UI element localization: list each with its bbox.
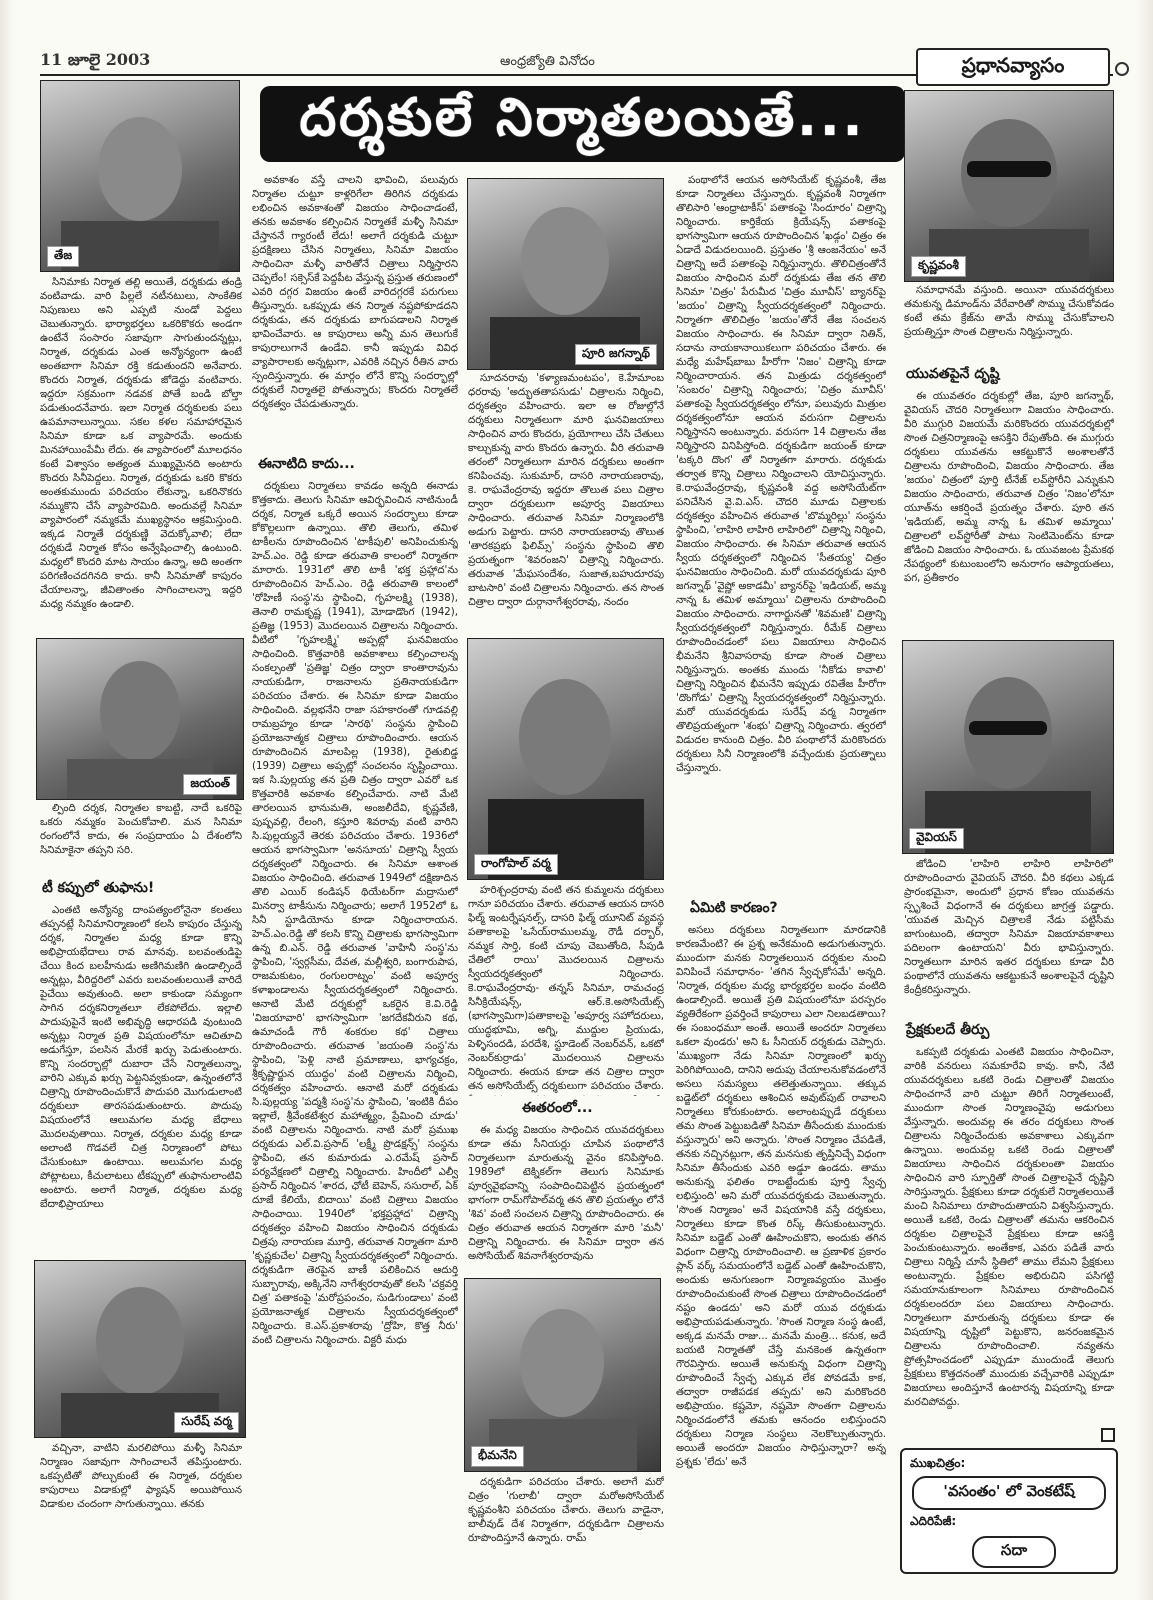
section-marker-icon	[1115, 62, 1129, 76]
column-2-text-a	[252, 174, 458, 450]
caption-krishna-vamsi: కృష్ణవంశీ	[911, 256, 966, 277]
paragraph: ఎంతటి అన్యోన్య దాంపత్యంలోనైనా కలతలు తప్పనట్లే సినిమానిర్మాణంలో కలసి కాపురం చేస్తున్న దర్శక, నిర్మాతల మధ్య కూడా కొన్ని అభిప్రాయభేదాలు రావ మానవు. బలవంతుడిపై చేయి కింద బలహీనుడు అణిగిమణిగి ఉండాల్సిందే అన్నట్లు, వీరిద్దరిలో ఎవరు బలవంతులయితే వారిదే పైచేయి అవుతుంది. అలా కాకుండా సమ్యంగా సాగిన దర్శకనిర్మాతలూ లేకపోలేదు. ఇల్లాలి పాదుపుపైనే ఇంటి అభివృద్ధి ఆధారపడి వుంటుంది అన్నట్లు నిర్మాత ప్రతి విషయంలోనూ ఆచితూచి అడుగేస్తూ, పలసిన మేరకే ఖర్చు పెడుతుంటారు. కొన్ని సందర్భాల్లో దుబారా చేసే నిర్మాతలున్నా, వారిని ఎక్కువ ఖర్చు పెట్టనివ్వకుండా, ఉన్నంతలోనే చిత్రాన్ని రూపొందించుకొనే పొదుపరి మొగుడులాంటి దర్శకులూ తారసపడుతుంటారు. పొదుపు విషయంలోనే ఆలుమగల మధ్య బేధాలు మొదలవుతాయి. నిర్మాత, దర్శకుల మధ్య కూడా అలాంటి గొడవలే చిత్ర నిర్మాణంలో పోటు చేసుకుంటూ ఉంటాయి. అలుమగల మధ్య పోట్లాటలు, కీచులాటలు టీకప్పులో తుఫానులాంటివి అంటారు. అలాగే నిర్మాత, దర్శకుల మధ్య బేదాభిప్రాయాలు	[40, 905, 242, 1210]
column-3-text-a	[468, 372, 664, 634]
caption-puri-jagannath: పూరి జగన్నాథ్	[575, 344, 657, 365]
paragraph: ల్పింది దర్శక, నిర్మాతల కాబట్టి, నాదే ఒకరిపై ఒకరు నమ్మకం పెంచుకోవాలి. మన సినిమా రంగంలోనే కాదు, ఈ సంప్రదాయం ఏ దేశంలోని సినిమాకైనా తప్పని సరి.	[40, 803, 242, 856]
paragraph: సినిమాకు నిర్మాత తల్లి అయితే, దర్శకుడు తండ్రి వంటివాడు. వారి పిల్లలే నటీనటులు, సాంకేతిక నిపుణులు అని ఎప్పటి నుండో పెద్దలు చెబుతున్నారు. భార్యాభర్తలు ఒకరికొకరు అండగా ఉంటేనే సంసారం సజావుగా సాగుతుందన్నట్లు, నిర్మాత, దర్శకుడు ఎంత అన్యోన్యంగా ఉంటే అంతబాగా సినిమా రక్తి కడుతుందని అనేవారు. కొందరు నిర్మాత, దర్శకుడు జోడెద్దు వంటివారు. ఇద్దరూ సక్రమంగా నడవక పోతే బండి బోల్తా పడుతుందనేవారు. ఇలా నిర్మాత దర్శకులకు పలు ఉపమానాలున్నాయి. సకల కళల సమాహారమైన సినిమా కూడా ఒక వ్యాపారమే. అందుకు మినహాయింపేమీ లేదు. ఈ వ్యాపారంలో మూలధనం కంటే విశ్వాసం అత్యంత ముఖ్యమైనది అంటారు కొందరు సినీపెద్దలు. నిర్మాత, దర్శకుడు ఒకరి కొకరు అంతకుముందు పరిచయం లేకున్నా, ఒకరినొకరు నమ్ముకొని చేసే వ్యాపారమిది. అందువల్లే సినిమా వ్యాపారంలో నమ్మకమే ముఖ్యస్థానం ఆక్రమిస్తుంది. ఇక్కడ నిర్మాతే దర్శకుణ్ణి వెదుక్కోవాలి; లేదా దర్శకుడే నిర్మాత కోసం అన్వేషించాల్సి ఉంటుంది. మధ్యలో కొందరి మాట సాయం ఉన్నా, అది అంతగా పరిగణించదగినది కాదు. కానీ సినిమాతో కాపురం చేయాలన్నా, జీవితాంతం సాగించాలన్నా ఇద్దరి మధ్య నమ్మకం ఉండాలి.	[40, 277, 242, 610]
column-3-text-d	[468, 1476, 664, 1570]
paragraph: అసలు దర్శకులు నిర్మాతలుగా మారడానికి కారణమేంటి? ఈ ప్రశ్న అనేకమంది అడుగుతున్నారు. ముందుగా మనకు నిర్మాతలయిన దర్శకుల నుంచి వినిపించే సమాధానం- 'తగిన స్వేచ్ఛకోసమే' అన్నది. 'నిర్మాత, దర్శకుల మధ్య భార్యభర్తల బంధం వంటిది ఉండాల్సిందే. అయితే ప్రతి విషయంలోనూ పరస్పరం వ్యతిరేకంగా ప్రవర్తించే కాపురాలు ఎలా నిలబడతాయి? ఈ సంబంధమూ అంతే. అయితే అందరూ నిర్మాతలు ఒకలా వుండరు' అని ఓ సీనియర్ దర్శకుడు చెప్పారు. 'ముఖ్యంగా నేడు సినిమా నిర్మాణంలో ఖర్చు పెరిగిపోయింది, దానిని అదుపు చేయాలనుకోవడంలోనే అసలు సమస్యలు తలెత్తుతున్నాయి. తక్కువ బడ్జెట్‌లో దర్శకులు ఆశించిన అవుట్‌పుట్ రావాలని నిర్మాతలు కోరుకుంటారు. అలాంటప్పుడే దర్శకులు తమ సొంత పెట్టుబడితో సినిమా తీసేందుకు ముందుకు వస్తున్నారు' అని అన్నారు. 'సొంత నిర్మాణం చేపడితే, తనకు నచ్చినట్లుగా, తన మనసుకు తృప్తినిచ్చే విధంగా సినిమా తీసేందుకు ఎవరి అడ్డూ ఉండదు. తాము అనుకున్న ఫలితం రాబట్టేందుకు పూర్తి స్వేచ్ఛ లభిస్తుంది' అని మరో యువదర్శకుడు చెబుతున్నారు. 'సొంత నిర్మాణం' అనే విషయానికి వస్తే దర్శకులు, నిర్మాతలు కూడా కొంత రిస్క్ తీసుకుంటున్నారు. సినిమా బడ్జెట్ ఎంతో ఊహించుకొని, అందుకు తగిన విధంగా చిత్రాన్ని రూపొందించాలి. ఆ ప్రణాళిక ప్రకారం ప్లాన్ వర్క్ సమయంలోనే బడ్జెట్ ఎంతో ఊహించుకొని, అందుకు అనుగుణంగా నిర్మాణవ్యయం మొత్తం రూపొందించుకుంటే సొంత చిత్రాలు రూపొందించడంలో నష్టం ఉండదు' అని మరో యువ దర్శకుడు అభిప్రాయపడుతున్నారు. 'సొంత నిర్మాణ సంస్థ ఉంటే, అక్కడ మనమే రాజు... మనమే మంత్రి... కనుక, అదే బయటి నిర్మాతతో చేస్తే మనకెంత ఉన్నతంగా గౌరవిస్తారు. అయితే అనుకున్న విధంగా చిత్రాన్ని రూపొందించే స్వేచ్ఛ ఎక్కువ లేక పోవడమే కాక, తద్వారా రాజీపడక తప్పదు' అని మరికొందరి అభిప్రాయం. కష్టమో, నష్టమో సొంతగా చిత్రాలను నిర్మించడంలోనే తమకు ఆనందం లభిస్తుందని దర్శకులు నిర్మాణ సంస్థలు నెలకొల్పుతున్నారు. అయితే అందరూ విజయం సాధిస్తున్నారా? అన్న ప్రశ్నకు 'లేదు' అనే	[676, 925, 886, 1468]
subhead-eenatidi: ఈనాటిది కాదు...	[258, 456, 355, 472]
photo-suresh-varma	[34, 1260, 246, 1438]
portrait-icon	[468, 639, 663, 879]
paragraph: దర్శకుడిగా పరిచయం చేశారు. అలాగే మరో చిత్రం 'గులాబీ' ద్వారా మరోఅసోసియేట్ కృష్ణవంశీని పరిచయం చేశారు. తెలుగు వాడైనా, బాలీవుడ్ దేశ నిర్మాతగా, దర్శకుడిగా చిత్రాలను రూపొందిస్తూనే ఉన్నారు. రామ్	[468, 1477, 664, 1544]
paragraph: దర్శకులు నిర్మాతలు కావడం అన్నది ఈనాడు కొత్తకాదు. తెలుగు సినిమా ఆవిర్భవించిన నాటినుండీ దర్శక, నిర్మాత ఒక్కరే అయిన సందర్భాలు కూడా కోకొల్లలుగా ఉన్నాయి. తొలి తెలుగు, తమిళ టాకీలను రూపొందించిన 'టాకీపులి' అనిపించుకున్న హెచ్.ఎం. రెడ్డి కూడా తరువాతి కాలంలో నిర్మాతగా మారారు. 1931లో తొలి టాకీ 'భక్త ప్రహ్లాద'ను రూపొందించిన హెచ్.ఎం. రెడ్డి తరువాతి కాలంలో 'రోహిణీ సంస్థ'ను స్థాపించి, గృహలక్ష్మి (1938), తెనాలి రామకృష్ణ (1941), మోడాడొంగ (1942), ప్రతిజ్ఞ (1953) మొదలయిన చిత్రాలను నిర్మించారు. వీటిలో 'గృహలక్ష్మి' అప్పట్లో ఘనవిజయం సాధించింది. కొత్తవారికి అవకాశాలు కల్పించాలన్న సంకల్పంతో 'ప్రతిజ్ఞ' చిత్రం ద్వారా కాంతారావును నాయకుడిగా, రాజనాలను ప్రతినాయకుడిగా పరిచయం చేశారు. ఈ సినిమా కూడా విజయం సాధించింది. వల్లభనేని రాజా సహకారంతో గూడవల్లి రామబ్రహ్మం కూడా 'సారథి' సంస్థను స్థాపించి ప్రయోజనాత్మక చిత్రాలు రూపొందించారు. ఆయన రూపొందించిన మాలపిల్ల (1938), రైతుబిడ్డ (1939) చిత్రాలు అప్పట్లో సంచలనం సృష్టించాయి. ఇక సి.పుల్లయ్య తన ప్రతి చిత్రం ద్వారా ఎవరో ఒక కొత్తవారికి అవకాశం కల్పించేవారు. నాటి మేటి తారలయిన భానుమతి, అంజలీదేవి, కృష్ణవేణి, పుష్పవల్లి, రేలంగి, కస్తూరి శివరావు వంటి వారిని సి.పుల్లయ్యనే తెరకు పరిచయం చేశారు. 1936లో ఆయన భాగస్వామిగా 'అనసూయ' చిత్రాన్ని స్వీయ దర్శకత్వంలో నిర్మించారు. ఈ సినిమా ఆశాంత విజయం సాధించింది. తరువాత 1949లో దక్షిణాదిన తొలి ఎయిర్ కండిషన్ థియేటర్‌గా మద్రాసులో మినర్వా టాకీసును నిర్మించారు; అలాగే 1952లో ఓ సినీ స్టూడియోను కూడా నిర్మించారాయన. హెచ్.ఎం.రెడ్డి తో కలసి కొన్ని చిత్రాలకు భాగస్వామిగా ఉన్న బి.ఎన్. రెడ్డి తరువాత 'వాహినీ సంస్థ'ను స్థాపించి, 'స్వర్గసీమ, దేవత, మల్లీశ్వరి, బంగారుపాప, రాజమకుటం, రంగులరాట్నం' వంటి అపూర్వ కళాఖండాలను స్వీయదర్శకత్వంలో నిర్మించారు. ఆనాటి మేటి దర్శకుల్లో ఒకరైన కె.వి.రెడ్డి 'విజయావారి' భాగస్వామిగా 'జగదేకవీరుని కథ, ఉమాచండీ గౌరీ శంకరుల కథ' చిత్రాలు రూపొందించారు. తరువాత 'జయంతి సంస్థ'ను స్థాపించి, 'పెళ్లి నాటి ప్రమాణాలు, భాగ్యచక్రం, శ్రీకృష్ణార్జున యుద్ధం' వంటి చిత్రాలను నిర్మించి, దర్శకత్వం వహించారు. ఆనాటి మరో దర్శకుడు సి.పుల్లయ్య 'పద్మశ్రీ సంస్థ'ను స్థాపించి, 'ఇంటికి దీపం ఇల్లాలే, శ్రీవేంకటేశ్వర మహాత్మ్యం, ప్రేమించి చూడు' వంటి చిత్రాలను నిర్మించారు. నాటి మరో ప్రముఖ దర్శకుడు ఎల్.వి.ప్రసాద్ 'లక్ష్మీ ప్రొడక్షన్స్' సంస్థను స్థాపించి, తన కుమారుడు ఎ.రమేష్ ప్రసాద్ పర్యవేక్షణలో చిత్రాల్ని నిర్మించారు. హిందీలో ఎల్వీ ప్రసాద్ నిర్మించిన 'శారద, ఛోటీ బెహెన్, ససురాల్, ఏక్ దూజే కేలియే, బిదాయి' వంటి చిత్రాలు విజయం సాధించాయి. 1940లో 'భక్తప్రహ్లాద' చిత్రాన్ని దర్శకత్వం వహించి విజయం సాధించిన దర్శకుడు చిత్రపు నారాయణ మూర్తి, తరువాత నిర్మాతగా మారి 'కృష్ణకుచేల' చిత్రాన్ని స్వీయదర్శకత్వంలో నిర్మించారు. దర్శకుడిగా తెరపైన బాణీ పలికించిన ఆదుర్తి సుబ్బారావు, అక్కినేని నాగేశ్వరరావుతో కలసి 'చక్రవర్తి చిత్ర' పతాకంపై 'మరోప్రపంచం, సుడిగుండాలు' వంటి ప్రయోజనాత్మక చిత్రాలను స్వీయదర్శకత్వంలో నిర్మించారు. కె.ఎస్.ప్రకాశరావు 'ద్రోహి, కొత్త నీరు' వంటి చిత్రాలను నిర్మించారు. విక్టరీ మధు	[252, 481, 458, 1346]
portrait-icon	[903, 641, 1113, 853]
photo-bhimaneni	[464, 1278, 661, 1472]
photo-krishna-vamsi	[904, 90, 1114, 282]
portrait-icon	[468, 179, 663, 369]
paragraph: ఈ మధ్య విజయం సాధించిన యువదర్శకులు కూడా తమ సీనియర్లు చూపిన పంథాలోనే నిర్మాతలుగా మారుతున్న వైనం కనిపిస్తోంది. 1989లో టెక్నికల్‌గా తెలుగు సినిమాకు పూర్వవైభవాన్ని సంపాదించిపెట్టిన ప్రయత్నంలో భాగంగా రామ్‌గోపాల్‌వర్మ తన తొలి ప్రయత్నం లోనే 'శివ' వంటి సంచలన చిత్రాన్ని రూపొందించారు. ఈ చిత్రం తరువాత ఆయన నిర్మాతగా మారి 'మనీ' చిత్రాన్ని నిర్మించారు. ఈ సినిమా ద్వారా తన అసోసియేట్ శివనాగేశ్వరరావును	[468, 1125, 664, 1262]
paragraph: అవకాశం వస్తే చాలని భావించి, పలువురు నిర్మాతల చుట్టూ కాళ్లరిగేలా తిరిగిన దర్శకుడు లభించిన అవకాశంతో విజయం సాధించాడంటే, తనకు అవకాశం కల్పించిన నిర్మాతకే మళ్ళీ సినిమా చేస్తాననే గ్యారంటీ లేదు! అలాగే దర్శకుడి చుట్టూ ప్రదక్షిణలు చేసిన నిర్మాతలు, సినిమా విజయం సాధించినా మళ్ళీ వారితోనే చిత్రాలు నిర్మిస్తారని చెప్పలేం! సక్సెస్‌కే పెద్దపీట వేస్తున్న ప్రస్తుత తరుణంలో ఎవరి దగ్గర విజయం ఉంటే వారిదగ్గరకే పరుగులు తీస్తున్నారు. ఒకప్పుడు తన నిర్మాత నష్టపోకూడదని దర్శకుడు, తన దర్శకుడు బాగుపడాలని నిర్మాత భావించేవారు. ఆ కాపురాలు అన్నీ మన తెలుగుకే కాపురాలుగానే ఉండేవి. కానీ ఇప్పుడు వివిధ వ్యాపారాలకు అన్నట్లుగా, ఎవరికి నచ్చిన రీతిన వారు స్పందిస్తున్నారు. ఈ మార్గం లోనే కొన్ని సందర్భాల్లో దర్శకులే నిర్మాతలై పోతున్నారు; కొందరు నిర్మాతలే దర్శకత్వం చేపడుతున్నారు.	[252, 175, 458, 410]
portrait-icon	[465, 1279, 660, 1471]
caption-suresh-varma: సురేష్ వర్మ	[174, 1412, 239, 1433]
subhead-prekshakule: ప్రేక్షకులదే తీర్పు	[906, 1022, 990, 1038]
subhead-yuvatha: యువతపైనే దృష్టి	[906, 366, 1000, 382]
caption-jayanth: జయంత్	[183, 774, 237, 795]
column-3-text-b	[468, 884, 664, 1096]
caption-teja: తేజ	[47, 246, 79, 267]
portrait-icon	[41, 81, 239, 271]
paragraph: ఈ యువతరం దర్శకుల్లో తేజ, పూరి జగన్నాథ్, వైవియస్ చౌదరి నిర్మాతలుగా విజయం సాధించారు. వీరి ముగ్గురి విజయమే మరికొందరు యువదర్శకుల్లో సొంత చిత్రనిర్మాణంపై ఆసక్తిని రేపుతోంది. ఈ ముగ్గురు దర్శకులు యువతను ఆకట్టుకొనే అంశాలతోనే చిత్రాలను రూపొందించి, విజయం సాధించారు. తేజ 'జయం' చిత్రంలో పూర్తి టీనేజ్ లవ్‌స్టోరీని ఎన్నుకుని విజయం సాధించారు, తరువాత చిత్రం 'నిజం'లోనూ యూత్‌ను ఆకర్షించే ప్రయత్నం చేశారు. పూరి తన 'ఇడియట్, అమ్మ నాన్న ఓ తమిళ అమ్మాయి' చిత్రాలలో లవ్‌స్టోరీతో పాటు సెంటిమెంట్‌ను కూడా జోడించి విజయం సాధించారు. ఓ యువజంట ప్రేమకథ నేపథ్యంలో కుటుంబంలోని అనురాగం ఆప్యాయతలు, పగ, ప్రతీకారం	[904, 391, 1114, 584]
paper-name: ఆంధ్రజ్యోతి వినోదం	[500, 54, 595, 69]
caption-vvs: వైవియస్	[909, 828, 964, 849]
photo-jayanth	[36, 638, 244, 800]
headline: దర్శకులే నిర్మాతలయితే...	[260, 86, 905, 162]
paragraph: సమాధానమే వస్తుంది. అయినా యువదర్శకులు తమకున్న డిమాండ్‌ను వేరేవారితో సొమ్ము చేసుకోవడం కంటే తమ క్రేజ్‌ను తామే సొమ్ము చేసుకోవాలని ప్రయత్నిస్తూ సొంత చిత్రాలను నిర్మిస్తున్నారు.	[904, 285, 1114, 338]
issue-date: 11 జూలై 2003	[40, 50, 151, 69]
subhead-eetaramlo: ఈతరంలో...	[522, 1100, 593, 1116]
paragraph: జోడించి 'లాహిరి లాహిరి లాహిరిలో' రూపొందించారు వైవియస్ చౌదరి. వీరి కథలు ఎక్కడ ప్రారంభమైనా, అందులో ప్రధాన కోణం యువతను స్పృశించే విధంగానే ఈ దర్శకులు జాగ్రత్త పడ్డారు. 'యువత మెచ్చిన చిత్రాలకే నేడు పట్టిసీమ బాగుంటుంది, తద్వారా సినిమా విజయావకాశాలు పదిలంగా ఉంటాయని' వీరు భావిస్తున్నారు. నిర్మాతలుగా మారిన ఇతర దర్శకులు కూడా వీరి పంథాలోనే యువతను ఆకట్టుకునే అంశాలపైనే దృష్టిని కేంద్రీకరిస్తున్నారు.	[904, 859, 1114, 996]
column-1-text-c	[40, 904, 242, 1254]
subhead-emiti-karanam: ఏమిటి కారణం?	[690, 900, 778, 916]
end-of-article-icon	[1101, 1428, 1115, 1442]
column-5-text-a	[904, 284, 1114, 360]
photo-vvs	[902, 640, 1114, 854]
paragraph: వచ్చినా, వాటిని మరలిపోయి మళ్ళీ సినిమా నిర్మాణం సజావుగా సాగించాలనే తపిస్తుంటారు. ఒకప్పటితో పోల్చుకుంటే ఈ నిర్మాత, దర్శకుల కాపురాలు విడాకుల్లో ఫ్యాషన్ అయిపోయిన విడాకుల చందంగా సాగుతున్నాయి. తనకు	[40, 1443, 242, 1510]
cover-label: ముఖచిత్రం:	[910, 1456, 966, 1470]
cover-movie: 'వసంతం' లో వెంకటేష్	[912, 1476, 1106, 1510]
paragraph: పంథాలోనే ఆయన అసోసియేట్ కృష్ణవంశీ, తేజ కూడా నిర్మాతలు చేస్తున్నారు. కృష్ణవంశీ నిర్మాతగా తొలిసారి 'ఆంధ్రాటాకీస్' పతాకంపై 'సిందూరం' చిత్రాన్ని నిర్మించారు. కార్తికేయ క్రియేషన్స్ పతాకంపై భాగస్వామిగా ఆయన రూపొందించిన 'ఖడ్గం' చిత్రం ఈ ఏడాదే విడుదలయింది. ప్రస్తుతం 'శ్రీ ఆంజనేయం' అనే చిత్రాన్ని అదే పతాకంపై నిర్మిస్తున్నారు. తొలిచిత్రంతోనే విజయం సాధించిన మరో దర్శకుడు తేజ తన తొలి సినిమా 'చిత్రం' పేరుమీద 'చిత్రం మూవీస్' బ్యానర్‌పై 'జయం' చిత్రాన్ని స్వీయదర్శకత్వంలో నిర్మించారు. నిర్మాతగా తొలిచిత్రం 'జయం'తోనే తేజ సంచలన విజయం సాధించారు. ఈ సినిమా ద్వారా నితిన్, సదాను నాయకానాయికలుగా పరిచయం చేశారు. ఈ మధ్యే మహేష్‌బాబు హీరోగా 'నిజం' చిత్రాన్ని కూడా నిర్మించారాయన. తన మిత్రుడు దర్శకత్వంలో 'సంబరం' చిత్రాన్ని నిర్మించారు; 'చిత్రం మూవీస్' పతాకంపై స్వీయదర్శకత్వం లోనూ, పలువురు మిత్రుల దర్శకత్వంలోనూ ఆయన వరుసగా చిత్రాలను నిర్మిస్తానని అంటున్నారు. వరుసగా 14 చిత్రాలను తేజ నిర్మిస్తారని వినిపిస్తోంది. దర్శకుడిగా జయంత్ కూడా 'టక్కరి దొంగ' తో నిర్మాతగా మారారు. దర్శకుడు తర్వాత కొన్ని చిత్రాలు నిర్మించాలని యోచిస్తున్నారు. కె.రాఘవేంద్రరావు, కృష్ణవంశీ వద్ద అసోసియేట్‌గా పనిచేసిన వై.వి.ఎస్. చౌదరి మూడు చిత్రాలకు దర్శకత్వం వహించిన తరువాత 'బొమ్మరిల్లు' సంస్థను స్థాపించి, 'లాహిరి లాహిరి లాహిరిలో' చిత్రాన్ని నిర్మించి, విజయం సాధించారు. ఈ సినిమా తరువాత ఆయన స్వీయ దర్శకత్వంలో నిర్మించిన 'సీతయ్య' చిత్రం ఘనవిజయం సాధించింది. మరో యువదర్శకుడు పూరి జగన్నాథ్ 'వైష్ణో అకాడమీ' బ్యానర్‌పై 'ఇడియట్, అమ్మ నాన్న ఓ తమిళ అమ్మాయి' చిత్రాలను రూపొందించి విజయం సాధించారు. నాగార్జునతో 'శివమణి' చిత్రాన్ని స్వీయదర్శకత్వంలో నిర్మిస్తున్నారు. రీమేక్ చిత్రాలు రూపొందించడంలో పలు విజయాలు సాధించిన భీమనేని శ్రీనివాసరావు కూడా సొంత చిత్రాలు నిర్మిస్తున్నారు. అంతకు ముందు 'నీకోడు కావాలి' చిత్రాన్ని నిర్మించిన భీమనేని ఇప్పుడు రవితేజ హీరోగా 'దొంగోడు' చిత్రాన్ని స్వీయదర్శకత్వంలో నిర్మిస్తున్నారు. మరో యువదర్శకుడు సురేష్ వర్మ నిర్మాతగా తొలిప్రయత్నంగా 'శంభు' చిత్రాన్ని నిర్మించారు. త్వరలో విడుదల కానుంది చిత్రం. వీరి పంథాలోనే మరికొందరు దర్శకులు సినీ నిర్మాణంలోకి వచ్చేందుకు ప్రయత్నాలు చేస్తున్నారు.	[676, 175, 886, 774]
paragraph: హరిశ్చంద్రరావు వంటి తన కుమ్మలను దర్శకులు గానూ పరిచయం చేశారు. తరువాత ఆయన దాసరి ఫిల్మ్ ఇంటర్నేషనల్స్, దాసరి ఫిల్మ్ యూనిట్ వ్యవస్థ పతాకాలపై 'ఒసేయ్‌రాములమ్మ, రౌడీ దర్బార్, నమ్మక సార్తి, కంటి చూపు చెబుతోంది, సీపుడి చేతిలో రాయి' మొదలయిన చిత్రాలను స్వీయదర్శకత్వంలో నిర్మించారు. కె.రాఘవేంద్రరావు- తన్నస్ సినిమా, రామచంద్ర సినీక్రియేషన్స్, ఆర్.కె.అసోసియేట్స్ (భాగస్వామిగా)పతాకాలపై 'అపూర్వ సహోదరులు, యుద్ధభూమి, అగ్ని, ముద్దుల ప్రియుడు, పెళ్ళిసందడి, పరదేశి, స్టూడెంట్ నెంబర్‌వన్, ఒకటో నెంబర్‌కుర్రాడు' మొదలయిన చిత్రాలను నిర్మించారు. ఈయన కూడా తన చిత్రాల ద్వారా తన అసోసియేట్స్ దర్శకులుగా పరిచయం చేశారు.	[468, 885, 664, 1092]
portrait-icon	[905, 91, 1113, 281]
column-1-text-b	[40, 802, 242, 874]
opposite-page-actress: సదా	[972, 1536, 1056, 1568]
photo-ram-gopal-varma	[467, 638, 664, 880]
portrait-icon	[35, 1261, 245, 1437]
column-1-text-a	[40, 276, 242, 634]
cover-credit-box	[900, 1448, 1118, 1574]
column-2-text-b	[252, 480, 458, 1570]
caption-ram-gopal-varma: రాంగోపాల్ వర్మ	[474, 854, 558, 875]
column-1-text-d	[40, 1442, 242, 1570]
column-3-text-c	[468, 1124, 664, 1274]
photo-teja	[40, 80, 240, 272]
column-5-text-c	[904, 858, 1114, 1016]
column-4-text-b	[676, 924, 886, 1570]
paragraph: ఒకప్పటి దర్శకుడు ఎంతటి విజయం సాధించినా, వారికి వనరులు సమకూరేవి కావు. కానీ, నేటి యువదర్శకులు ఒకటి రెండు చిత్రాలతో విజయం సాధించగానే వారి చుట్టూ తిరిగే నిర్మాతలుంటే, ముందుగా సొంత నిర్మాణంవైపు అడుగులు వేస్తున్నారు. అందువల్ల ఈ తరం దర్శకులు సొంత చిత్రాలను నిర్మించేందుకు అవకాశాలు ఎక్కువగా ఉన్నాయి. అందువల్ల ఒకటి రెండు చిత్రాలతో విజయాలు సాధించిన దర్శకులంతా విజయం సాధించిన వారి స్ఫూర్తితో సొంత చిత్రాలపైనే దృష్టిని సారిస్తున్నారు. ప్రేక్షకులు కూడా దర్శకులే నిర్మాతలయితే మంచి సినిమాలు రూపొందుతాయని విశ్వసిస్తున్నారు. అయితే ఒకటి, రెండు చిత్రాలతో తమను ఆకరించిన దర్శకుల చిత్రాలపైనే ప్రేక్షకులు కూడా ఆసక్తి పెంచుకుంటున్నారు. అంతేకాక, ఎవరు పడితే వారు చిత్రాలు నిర్మిస్తే చూసే స్థితిలో తాము లేమని ప్రేక్షకులు అంటున్నారు. ప్రేక్షకుల అభిరుచిని పసిగట్టి సమయానుకూలంగా సినిమాలు రూపొందించిన దర్శకులందరూ పలు విజయాలు సాధించారు. నిర్మాతలుగా మారుతున్న దర్శకులు కూడా ఈ విషయాన్ని దృష్టిలో పెట్టుకొని, జనరంజకమైన చిత్రాలను రూపొందించాలి. నవ్యతను ప్రోత్సహించడంలో ఎప్పుడూ ముందుండే తెలుగు ప్రేక్షకులు కొత్తదనంతో ముందుకు వచ్చేవారికి ఎప్పుడూ విజయాలు అందిస్తూనే ఉంటారన్న విషయాన్ని కూడా మరచిపోవద్దు.	[904, 1047, 1114, 1408]
subhead-tee-kappulo: టీ కప్పులో తుఫాను!	[42, 880, 155, 896]
paragraph: సూదనరావు 'కళ్యాణమంటపం', కె.హేమాంబ ధరరావు 'అద్భుతతాపసుడు' చిత్రాలను నిర్మించి, దర్శకత్వం వహించారు. ఇలా ఆ రోజుల్లోనే దర్శకులు నిర్మాతలుగా మారి ఘనవిజయాలు సాధించిన వారు కొందరు, ప్రయోగాలు చేసి చేతులు కాల్చుకున్న వారు కొందరు ఉన్నారు. వీరి తరువాతి తరంలో నిర్మాతలుగా మారిన దర్శకులు అంతగా కనిపించవు. సుకుమార్, దాసరి నారాయణరావు, కె. రాఘవేంద్రరావు ఇద్దరూ తొలుత పలు చిత్రాల ద్వారా దర్శకులుగా అపూర్వ విజయాలు సాధించారు. తరువాత సినిమా నిర్మాణంలోకి అడుగు పెట్టారు. దాసరి నారాయణరావు తొలుత 'తారకప్రభు ఫిలిమ్స్' సంస్థను స్థాపించి తొలి ప్రయత్నంగా 'శివరంజని' చిత్రాన్ని నిర్మించారు. తరువాత 'మేఘసందేశం, సుజాత,బహుదూరపు బాటసారి' వంటి చిత్రాలను నిర్మించారు. తన సొంత చిత్రాల ద్వారా దుర్గానాగేశ్వరరావు, నందం	[468, 373, 664, 608]
photo-puri-jagannath	[467, 178, 664, 370]
opposite-page-label: ఎదిరిపేజీ:	[910, 1514, 957, 1528]
column-4-text-a	[676, 174, 886, 892]
column-5-text-b	[904, 390, 1114, 636]
caption-bhimaneni: భీమనేని	[471, 1446, 524, 1467]
column-5-text-d	[904, 1046, 1114, 1426]
section-tag: ప్రధానవ్యాసం	[916, 48, 1110, 86]
